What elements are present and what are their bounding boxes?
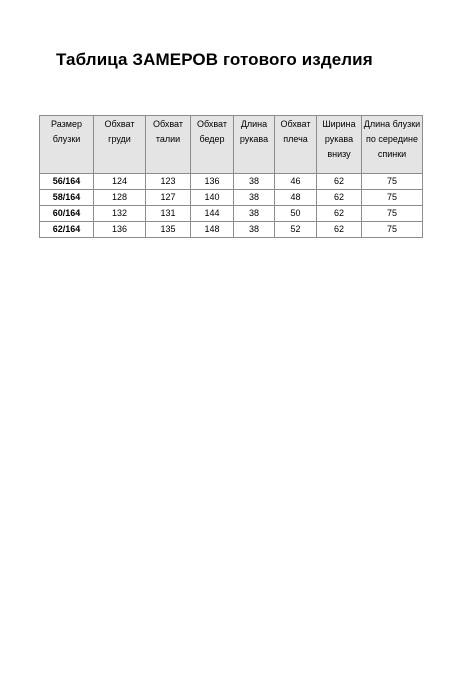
table-cell: 123 [146,174,191,190]
table-cell: 58/164 [40,190,94,206]
table-cell: 62 [317,174,362,190]
table-cell: 127 [146,190,191,206]
header-sleeve-length: Длина рукава [234,116,275,174]
header-chest: Обхват груди [94,116,146,174]
header-back-length: Длина блузки по середине спинки [362,116,423,174]
table-cell: 131 [146,206,191,222]
table-cell: 75 [362,174,423,190]
header-shoulder: Обхват плеча [275,116,317,174]
table-cell: 48 [275,190,317,206]
table-cell: 124 [94,174,146,190]
table-cell: 132 [94,206,146,222]
table-cell: 128 [94,190,146,206]
table-header-row [40,116,423,174]
table-cell: 60/164 [40,206,94,222]
table-cell: 135 [146,222,191,238]
table-cell: 38 [234,190,275,206]
header-hips: Обхват бедер [191,116,234,174]
table-cell: 140 [191,190,234,206]
header-sleeve-width: Ширина рукава внизу [317,116,362,174]
table-cell: 56/164 [40,174,94,190]
table-row [40,174,423,190]
table-cell: 144 [191,206,234,222]
document-title: Таблица ЗАМЕРОВ готового изделия [56,50,373,69]
measurements-table [39,115,423,238]
table-cell: 148 [191,222,234,238]
table-cell: 62 [317,206,362,222]
table-cell: 38 [234,222,275,238]
table-cell: 136 [191,174,234,190]
table-row [40,206,423,222]
table-cell: 38 [234,174,275,190]
table-cell: 75 [362,206,423,222]
table-cell: 38 [234,206,275,222]
table-cell: 62 [317,222,362,238]
table-cell: 136 [94,222,146,238]
table-cell: 50 [275,206,317,222]
table-cell: 62/164 [40,222,94,238]
table-cell: 52 [275,222,317,238]
table-cell: 46 [275,174,317,190]
table-cell: 75 [362,190,423,206]
table-row [40,222,423,238]
table-cell: 75 [362,222,423,238]
header-size: Размер блузки [40,116,94,174]
table-row [40,190,423,206]
table-cell: 62 [317,190,362,206]
header-waist: Обхват талии [146,116,191,174]
